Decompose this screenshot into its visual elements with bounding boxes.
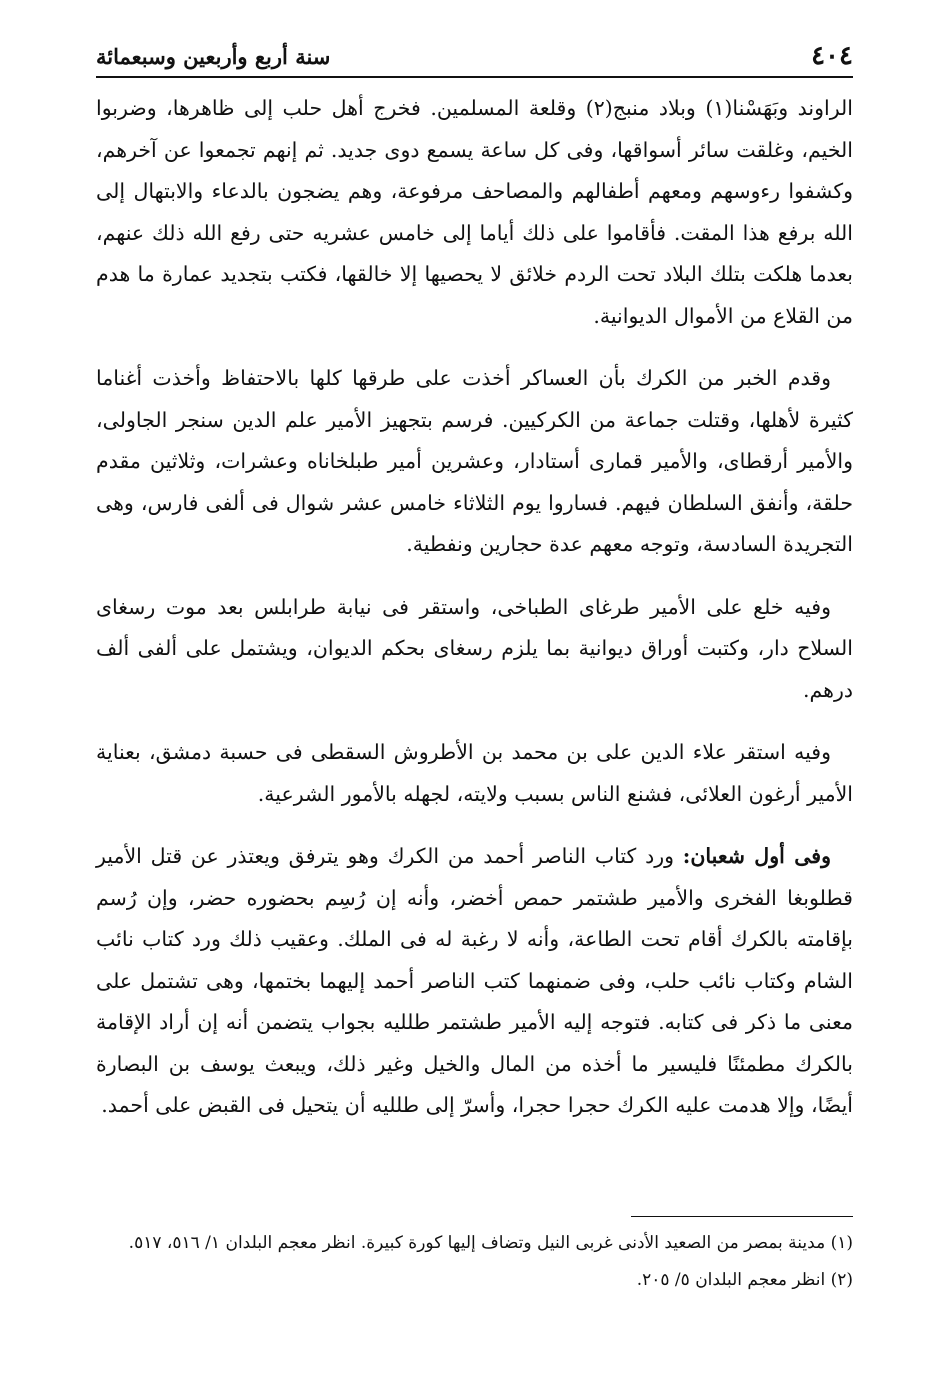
footnotes [96,1228,853,1302]
paragraph [96,587,853,712]
footnote: (١) مدينة بمصر من الصعيد الأدنى غربى النيل وتضاف إليها كورة كبيرة. انظر معجم البلدان ١/ ٥١٦، ٥١٧. [128,1233,853,1253]
paragraph-text: وفيه خلع على الأمير طرغاى الطباخى، واستقر فى نيابة طرابلس بعد موت رسغاى السلاح دار، وكتبت أوراق ديوانية بما يلزم رسغاى بحكم الديوان، ويشتمل على ألفى ألف درهم. [96,594,853,702]
footnote-divider [631,1216,853,1217]
paragraph-lead: وفى أول شعبان: [682,844,831,868]
paragraph-text: وقدم الخبر من الكرك بأن العساكر أخذت على طرقها كلها بالاحتفاظ وأخذت أغناما كثيرة لأهلها، وقتلت جماعة من الكركيين. فرسم بتجهيز الأمير علم الدين سنجر الجاولى، والأمير أرقطاى، والأمير قمارى أستادار، وعشرين أمير طبلخاناه وعشرات، وثلاثين مقدم حلقة، وأنفق السلطان فيهم. فساروا يوم الثلاثاء خامس عشر شوال فى ألفى فارس، وهى التجريدة السادسة، وتوجه معهم عدة حجارين ونفطية. [96,366,853,556]
paragraph [96,732,853,815]
page-header [96,36,853,78]
paragraph [96,836,853,1127]
paragraph [96,88,853,337]
footnote: (٢) انظر معجم البلدان ٥/ ٢٠٥. [636,1270,853,1290]
paragraph-text: الراوند وبَهَسْنا(١) وبلاد منبج(٢) وقلعة المسلمين. فخرج أهل حلب إلى ظاهرها، وضربوا الخيم، وغلقت سائر أسواقها، وفى كل ساعة يسمع دوى جديد. ثم إنهم تجمعوا عن آخرهم، وكشفوا رءوسهم ومعهم أطفالهم والمصاحف مرفوعة، وهم يضجون بالدعاء والابتهال إلى الله برفع هذا المقت. فأقاموا على ذلك أياما إلى خامس عشريه حتى رفع الله ذلك عنهم، بعدما هلكت بتلك البلاد تحت الردم خلائق لا يحصيها إلا خالقها، فكتب بتجديد عمارة ما هدم من القلاع من الأموال الديوانية. [96,96,853,328]
paragraph [96,358,853,566]
page-number: ٤٠٤ [811,41,853,71]
paragraph-text: وفيه استقر علاء الدين على بن محمد بن الأطروش السقطى فى حسبة دمشق، بعناية الأمير أرغون العلائى، فشنع الناس بسبب ولايته، لجهله بالأمور الشرعية. [96,740,853,806]
main-text [96,88,853,1148]
running-title: سنة أربع وأربعين وسبعمائة [96,43,331,69]
paragraph-text: ورد كتاب الناصر أحمد من الكرك وهو يترفق ويعتذر عن قتل الأمير قطلوبغا الفخرى والأمير طشتمر حمص أخضر، وأنه إن رُسِم بحضوره حضر، وإن رُسم بإقامته بالكرك أقام تحت الطاعة، وأنه لا رغبة له فى الملك. وعقيب ذلك ورد كتاب نائب الشام وكتاب نائب حلب، وفى ضمنهما كتب الناصر أحمد إليهما بختمها، وهى تشتمل على معنى ما ذكر فى كتابه. فتوجه إليه الأمير طشتمر طلليه بجواب يتضمن أنه إن أراد الإقامة بالكرك مطمئنًا فليسير ما أخذه من المال والخيل وغير ذلك، ويبعث يوسف بن البصارة أيضًا، وإلا هدمت عليه الكرك حجرا حجرا، وأسرّ إلى طلليه أن يتحيل فى القبض على أحمد. [96,844,853,1117]
